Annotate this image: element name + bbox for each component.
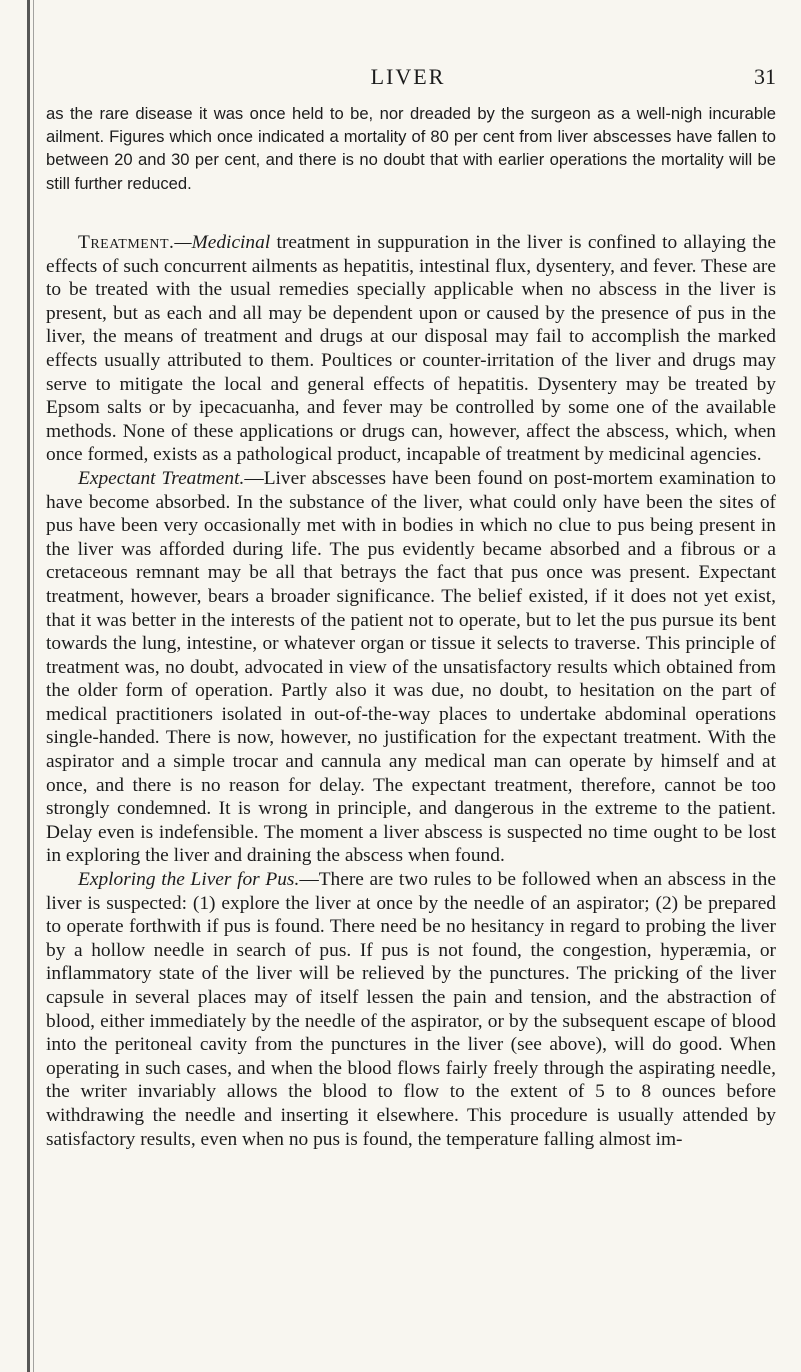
body-text bbox=[46, 231, 776, 1151]
page-header bbox=[40, 64, 776, 92]
page-number: 31 bbox=[754, 64, 776, 89]
expectant-heading: Expectant Treatment. bbox=[78, 467, 245, 489]
treatment-paragraph bbox=[46, 231, 776, 467]
treatment-subheading: —Medicinal bbox=[174, 232, 271, 253]
exploring-text: —There are two rules to be followed when an abscess in the liver is suspected: (1) explore the liver at once by the needle of an aspirator; (2) be prepared to operate forthwith if pus is found. There need be no hesitancy in regard to probing the liver by a hollow needle in search of pus. If pus is not found, the congestion, hyperæmia, or inflammatory state of the liver will be relieved by the punctures. The pricking of the liver capsule in several places may of itself lessen the pain and tension, and the abstraction of blood, either immediately by the needle of the aspirator, or by the subsequent escape of blood into the peritoneal cavity from the punctures in the liver (see above), will do good. When operating in such cases, and when the blood flows fairly freely through the aspirating needle, the writer invariably allows the blood to flow to the extent of 5 to 8 ounces before withdrawing the needle and inserting it elsewhere. This procedure is usually attended by satisfactory results, even when no pus is found, the temperature falling almost im- bbox=[46, 869, 776, 1150]
binding-edge-shadow bbox=[33, 0, 34, 1372]
treatment-text: treatment in suppuration in the liver is confined to allaying the effects of such concurrent ailments as hepatitis, intestinal flux, dysentery, and fever. These are to be treated with the usual remedies specially applicable when no abscess in the liver is present, but as each and all may be dependent upon or caused by the presence of pus in the liver, the means of treatment and drugs at our disposal may fail to accomplish the marked effects usually attributed to them. Poultices or counter-irritation of the liver and drugs may serve to mitigate the local and general effects of hepatitis. Dysentery may be treated by Epsom salts or by ipecacuanha, and fever may be controlled by some one of the available methods. None of these applications or drugs can, however, affect the abscess, which, when once formed, exists as a pathological product, incapable of treatment by medicinal agencies. bbox=[46, 232, 776, 466]
treatment-heading: Treatment. bbox=[78, 232, 175, 253]
binding-edge bbox=[27, 0, 30, 1372]
running-title: LIVER bbox=[370, 64, 446, 89]
expectant-text: —Liver abscesses have been found on post-mortem examination to have become absorbed. In the substance of the liver, what could only have been the sites of pus have been very occasionally met with in bodies in which no clue to pus being present in the liver was afforded during life. The pus evidently became absorbed and a fibrous or a cretaceous remnant may be all that betrays the fact that pus once was present. Expectant treatment, however, bears a broader significance. The belief existed, if it does not yet exist, that it was better in the interests of the patient not to operate, but to let the pus pursue its bent towards the lung, intestine, or whatever organ or tissue it selects to traverse. This principle of treatment was, no doubt, advocated in view of the unsatisfactory results which obtained from the older form of operation. Partly also it was due, no doubt, to hesitation on the part of medical practitioners isolated in out-of-the-way places to undertake abdominal operations single-handed. There is now, however, no justification for the expectant treatment. With the aspirator and a simple trocar and cannula any medical man can operate by himself and at once, and there is no reason for delay. The expectant treatment, therefore, cannot be too strongly condemned. It is wrong in principle, and dangerous in the extreme to the patient. Delay even is indefensible. The moment a liver abscess is suspected no time ought to be lost in exploring the liver and draining the abscess when found. bbox=[46, 467, 776, 867]
exploring-paragraph bbox=[46, 868, 776, 1151]
exploring-heading: Exploring the Liver for Pus. bbox=[78, 869, 300, 891]
expectant-paragraph bbox=[46, 467, 776, 868]
lead-paragraph: as the rare disease it was once held to be, nor dreaded by the surgeon as a well-nigh incurable ailment. Figures which once indicated a mortality of 80 per cent from liver abscesses have fallen to between 20 and 30 per cent, and there is no doubt that with earlier operations the mortality will be still further reduced. bbox=[46, 104, 776, 193]
